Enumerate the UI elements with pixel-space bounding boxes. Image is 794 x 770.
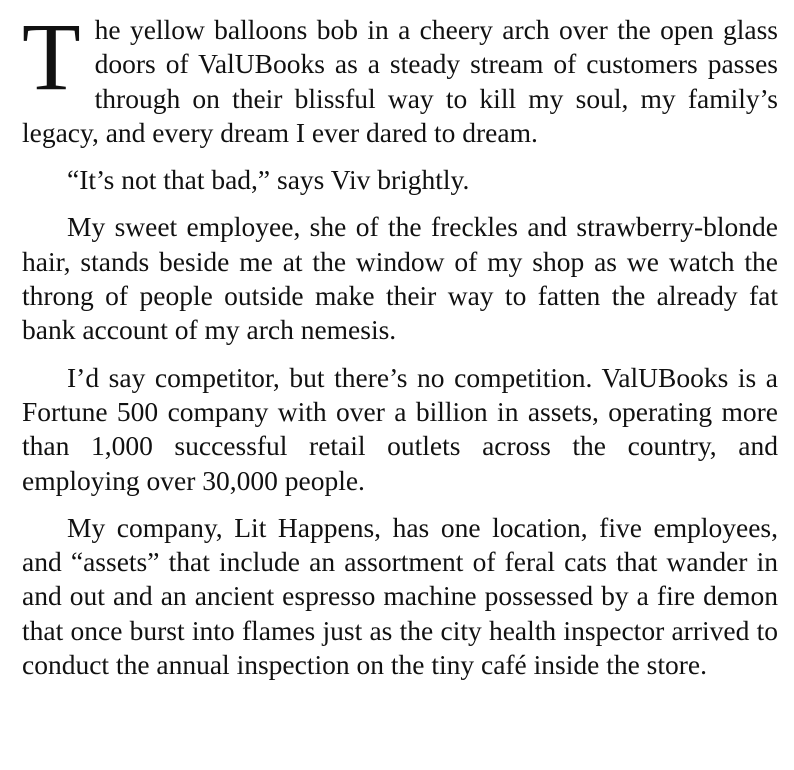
paragraph-text: I’d say competitor, but there’s no competition. ValUBooks is a Fortune 500 company with over a billion in assets, operating more than 1,000 successful retail outlets across the country, and employing over 30,000 people. xyxy=(22,361,778,496)
drop-cap: T xyxy=(22,3,81,110)
paragraph-competitor xyxy=(22,361,778,498)
paragraph-text: My company, Lit Happens, has one location, five employees, and “assets” that include an assortment of feral cats that wander in and out and an ancient espresso machine possessed by a fire demon that once burst into flames just as the city health inspector arrived to conduct the annual inspection on the tiny café inside the store. xyxy=(22,511,778,681)
paragraph-text: My sweet employee, she of the freckles and strawberry-blonde hair, stands beside me at the window of my shop as we watch the throng of people outside make their way to fatten the already fat bank account of my arch nemesis. xyxy=(22,211,778,346)
paragraph-text: “It’s not that bad,” says Viv brightly. xyxy=(67,164,470,196)
paragraph-opening xyxy=(22,3,778,150)
paragraph-dialogue xyxy=(22,163,778,197)
paragraph-text: he yellow balloons bob in a cheery arch over the open glass doors of ValUBooks as a steady stream of customers passes through on their blissful way to kill my soul, my family’s legacy, and every dream I ever dared to dream. xyxy=(22,14,778,148)
paragraph-employee xyxy=(22,210,778,347)
paragraph-company xyxy=(22,511,778,682)
